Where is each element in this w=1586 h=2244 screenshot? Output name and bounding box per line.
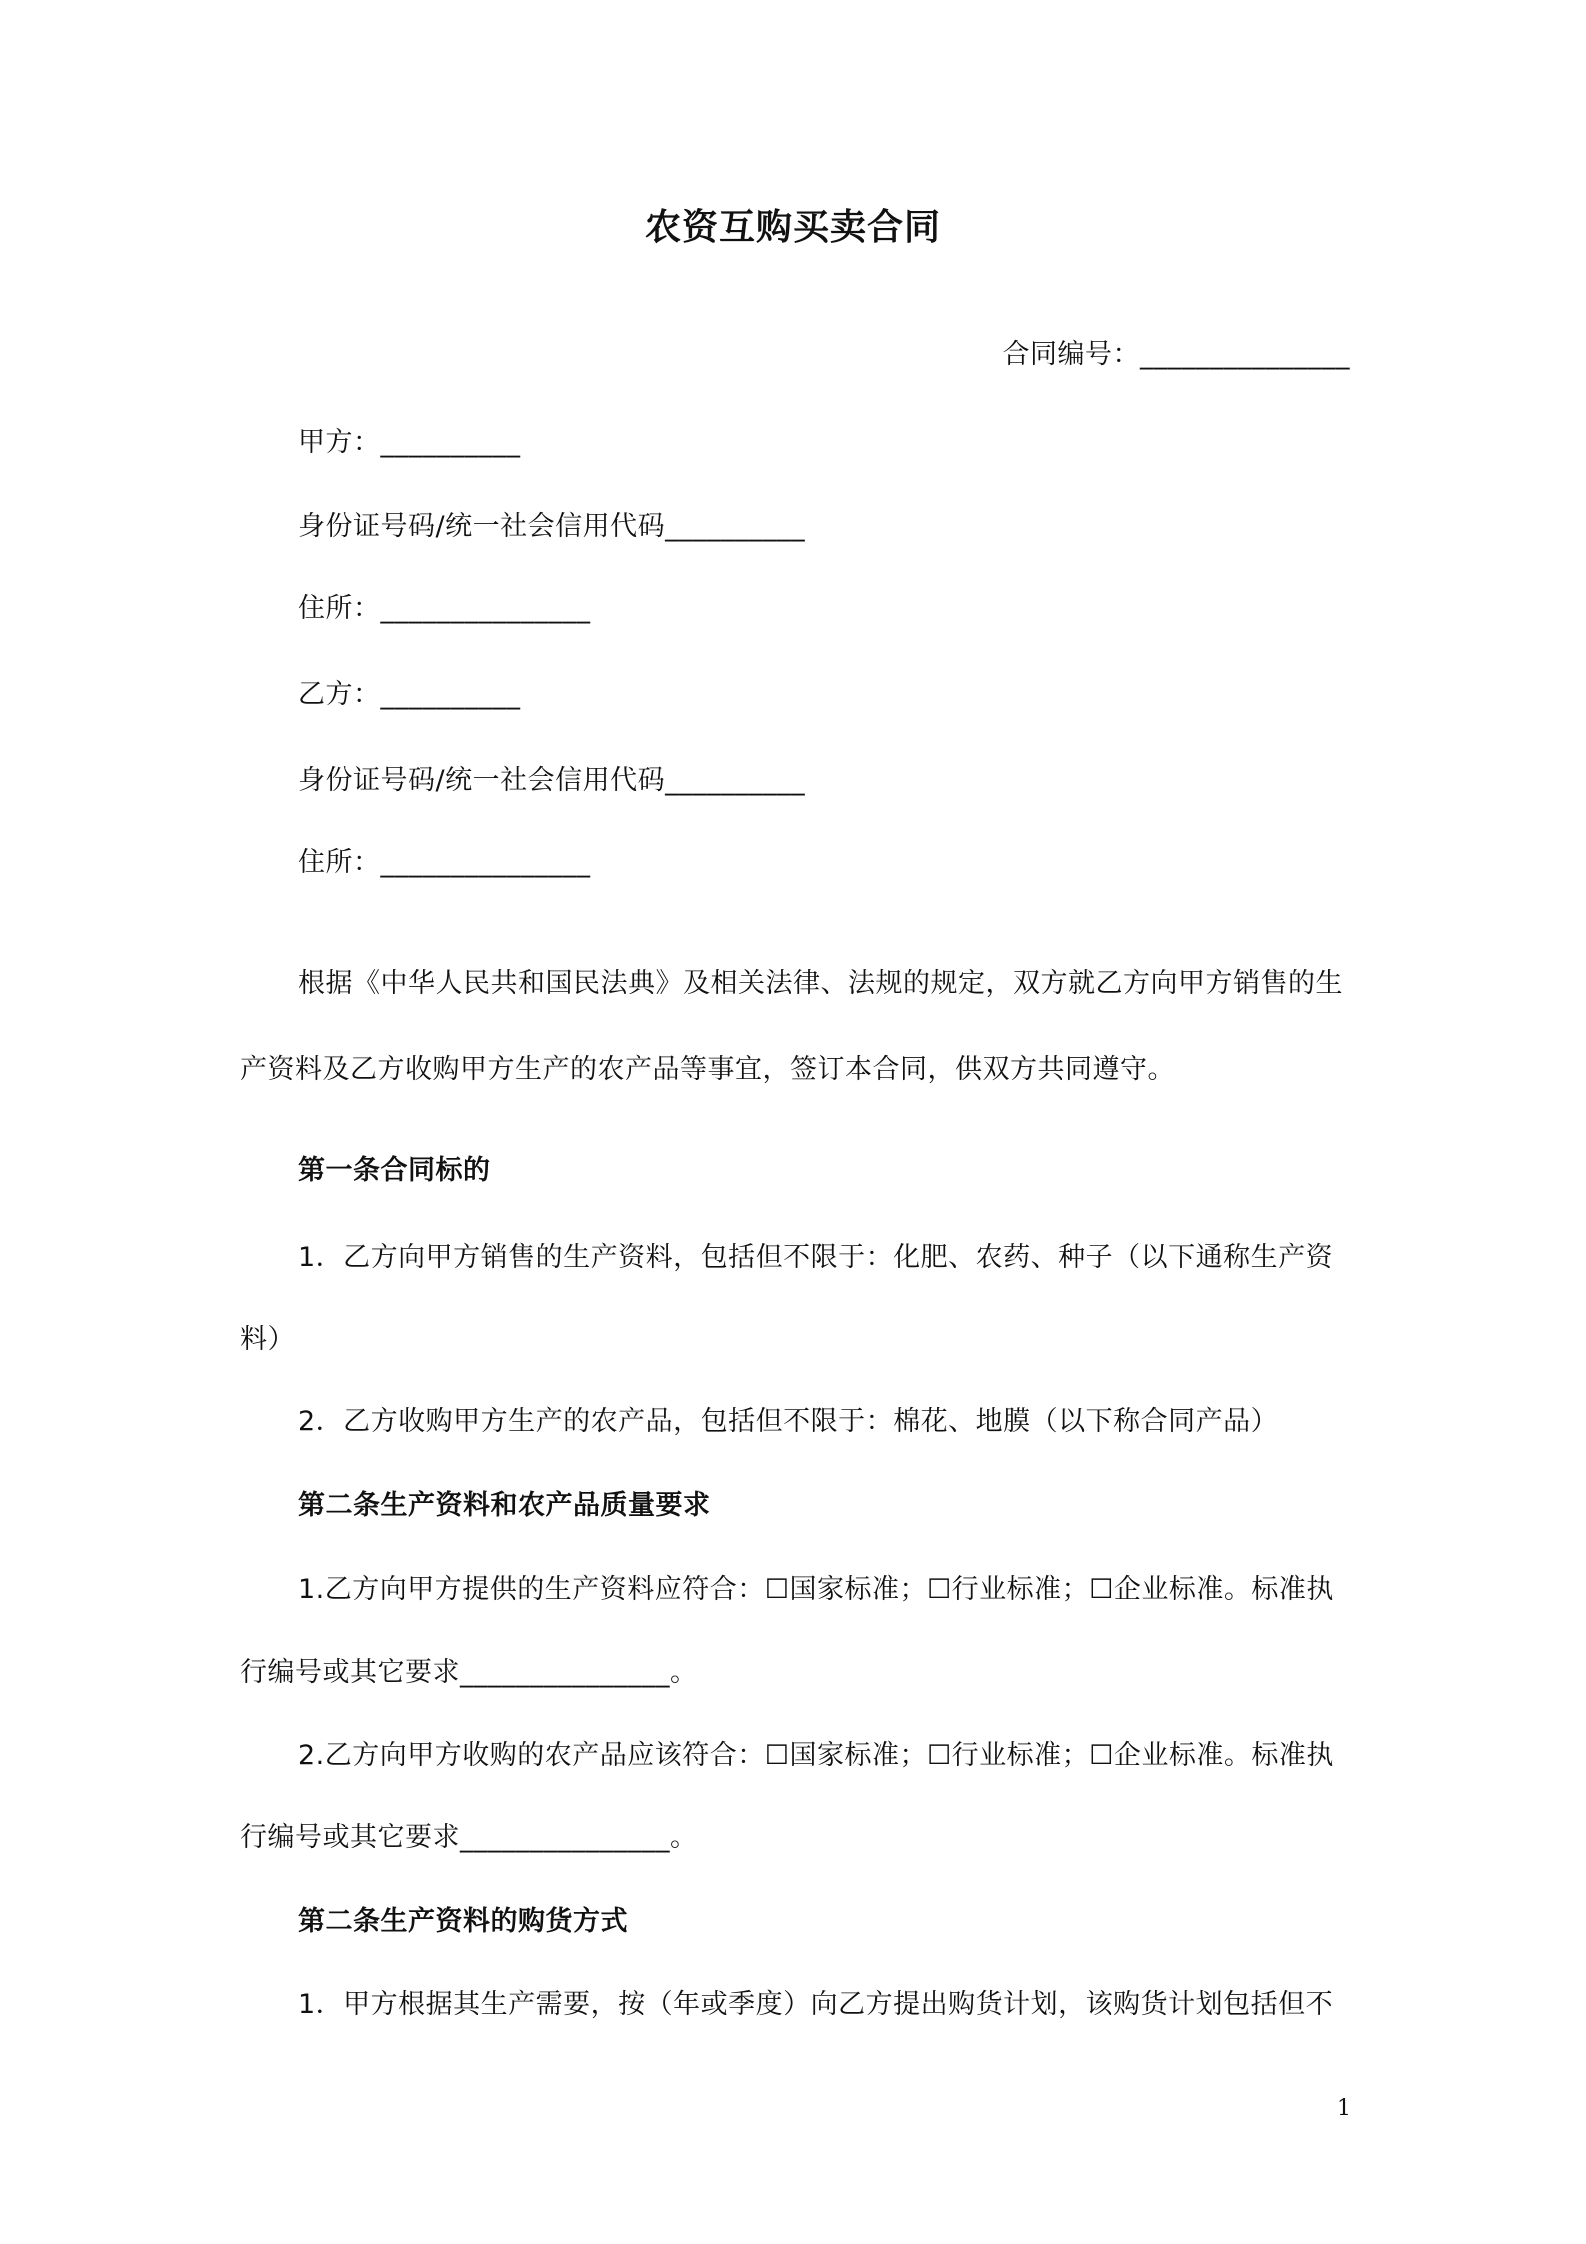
article-1-heading: 第一条合同标的 (298, 1155, 491, 1186)
party-b-id: 身份证号码/统一社会信用代码__________ (298, 765, 806, 796)
article-2-item-2-line-1: 2.乙方向甲方收购的农产品应该符合：☐国家标准；☐行业标准；☐企业标准。标准执 (298, 1740, 1334, 1771)
page-number: 1 (1337, 2096, 1351, 2121)
party-b-address: 住所：_______________ (298, 847, 591, 878)
article-1-item-2: 2．乙方收购甲方生产的农产品，包括但不限于：棉花、地膜（以下称合同产品） (298, 1406, 1279, 1437)
contract-number: 合同编号：_______________ (1002, 339, 1350, 370)
preamble-line-1: 根据《中华人民共和国民法典》及相关法律、法规的规定，双方就乙方向甲方销售的生 (298, 968, 1343, 999)
article-1-item-1-line-2: 料） (240, 1324, 295, 1355)
article-2-item-1-line-2: 行编号或其它要求_______________。 (240, 1657, 698, 1688)
party-b-name: 乙方：__________ (298, 679, 521, 710)
article-1-item-1-line-1: 1．乙方向甲方销售的生产资料，包括但不限于：化肥、农药、种子（以下通称生产资 (298, 1242, 1334, 1273)
article-3-heading: 第二条生产资料的购货方式 (298, 1906, 628, 1937)
preamble-line-2: 产资料及乙方收购甲方生产的农产品等事宜，签订本合同，供双方共同遵守。 (240, 1054, 1175, 1085)
party-a-name: 甲方：__________ (298, 427, 521, 458)
party-a-address: 住所：_______________ (298, 593, 591, 624)
document-title: 农资互购买卖合同 (644, 207, 941, 248)
article-2-heading: 第二条生产资料和农产品质量要求 (298, 1490, 711, 1521)
article-3-item-1-line-1: 1．甲方根据其生产需要，按（年或季度）向乙方提出购货计划，该购货计划包括但不 (298, 1989, 1334, 2020)
article-2-item-1-line-1: 1.乙方向甲方提供的生产资料应符合：☐国家标准；☐行业标准；☐企业标准。标准执 (298, 1574, 1334, 1605)
party-a-id: 身份证号码/统一社会信用代码__________ (298, 511, 806, 542)
article-2-item-2-line-2: 行编号或其它要求_______________。 (240, 1822, 698, 1853)
